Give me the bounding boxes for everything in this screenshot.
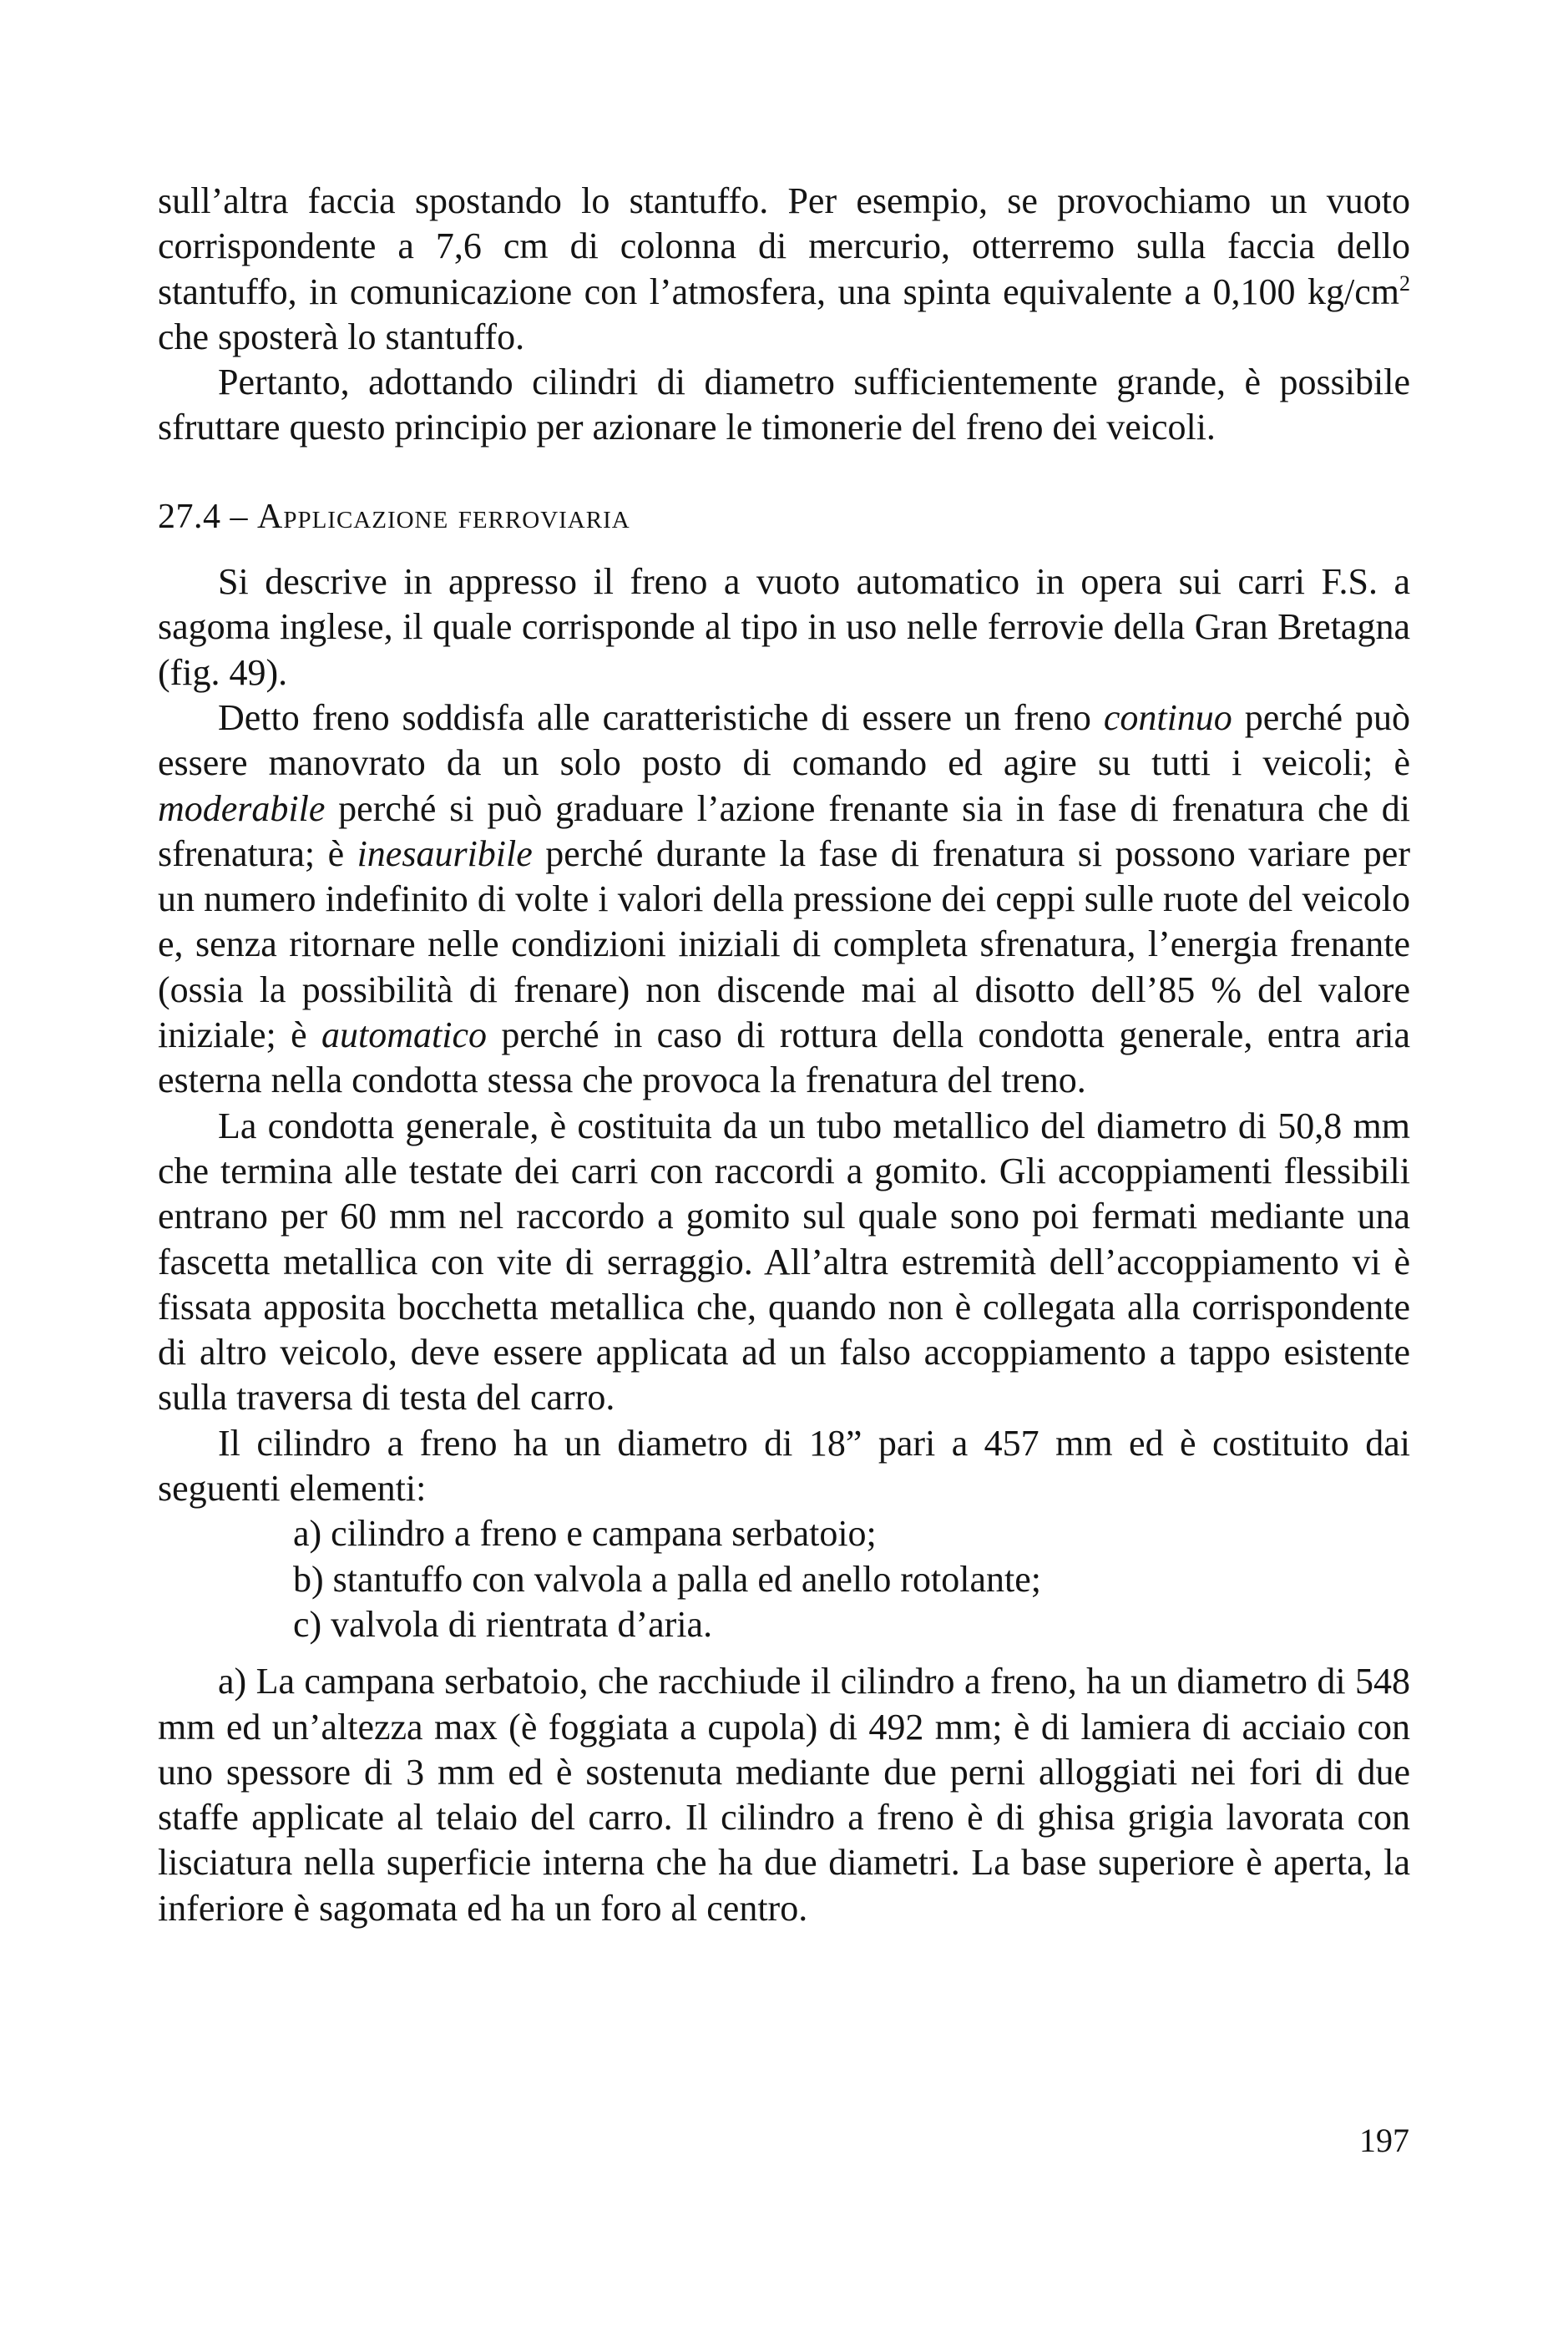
paragraph-text: che sposterà lo stantuffo.	[158, 316, 525, 357]
paragraph-reservoir: a) La campana serbatoio, che racchiude il cilindro a freno, ha un diametro di 548 mm ed un’altezza max (è foggiata a cupola) di 492 mm; è di lamiera di acciaio con uno spessore di 3 mm ed è sostenuta mediante due perni alloggiati nei fori di due staffe applicate al telaio del carro. Il cilindro a freno è di ghisa grigia lavorata con lisciatura nella superficie interna che ha due diametri. La base superiore è aperta, la inferiore è sagomata ed ha un foro al centro.	[158, 1661, 1410, 1929]
paragraph-vacuum-example	[158, 179, 1410, 360]
italic-term: continuo	[1103, 696, 1232, 738]
page-number: 197	[1359, 2122, 1409, 2159]
italic-term: inesauribile	[357, 832, 533, 874]
paragraph-text: perché può essere manovrato da un solo posto di comando ed agire su tutti i veicoli; è	[158, 696, 1410, 784]
elements-list	[158, 1511, 1410, 1647]
list-item: b) stantuffo con valvola a palla ed anello rotolante;	[293, 1558, 1041, 1600]
paragraph-text: perché durante la fase di frenatura si possono variare per un numero indefinito di volte i valori della pressione dei ceppi sulle ruote del veicolo e, senza ritornare nelle condizioni iniziali di completa sfrenatura, l’energia frenante (ossia la possibilità di frenare) non discende mai al disotto dell’85 % del valore iniziale; è	[158, 832, 1410, 1056]
paragraph-text: sull’altra faccia spostando lo stantuffo. Per esempio, se provochiamo un vuoto corrispondente a 7,6 cm di colonna di mercurio, otterremo sulla faccia dello stantuffo, in comunicazione con l’atmosfera, una spinta equivalente a 0,100 kg/cm	[158, 180, 1410, 312]
list-item: a) cilindro a freno e campana serbatoio;	[293, 1513, 877, 1555]
italic-term: moderabile	[158, 787, 326, 829]
italic-term: automatico	[321, 1014, 488, 1056]
list-item: c) valvola di rientrata d’aria.	[293, 1603, 713, 1645]
paragraph-text: perché in caso di rottura della condotta generale, entra aria esterna nella condotta stessa che provoca la frenatura del treno.	[158, 1014, 1410, 1101]
paragraph-text: Detto freno soddisfa alle caratteristiche di essere un freno	[218, 696, 1104, 738]
superscript: 2	[1399, 271, 1410, 296]
paragraph-characteristics	[158, 696, 1410, 1104]
section-heading	[158, 494, 1410, 539]
paragraph-text: perché si può graduare l’azione frenante sia in fase di frenatura che di sfrenatura; è	[158, 787, 1410, 874]
section-number: 27.4 –	[158, 497, 257, 536]
page-body	[158, 179, 1410, 1931]
section-title: Applicazione ferroviaria	[257, 497, 630, 536]
paragraph-description: Si descrive in appresso il freno a vuoto automatico in opera sui carri F.S. a sagoma inglese, il quale corrisponde al tipo in uso nelle ferrovie della Gran Bretagna (fig. 49).	[158, 561, 1410, 693]
paragraph-brake-cylinder: Il cilindro a freno ha un diametro di 18” pari a 457 mm ed è costituito dai seguenti elementi:	[158, 1422, 1410, 1510]
paragraph-main-pipe: La condotta generale, è costituita da un tubo metallico del diametro di 50,8 mm che termina alle testate dei carri con raccordi a gomito. Gli accoppiamenti flessibili entrano per 60 mm nel raccordo a gomito sul quale sono poi fermati mediante una fascetta metallica con vite di serraggio. All’altra estremità dell’accoppiamento vi è fissata apposita bocchetta metallica che, quando non è collegata alla corrispondente di altro veicolo, deve essere applicata ad un falso accoppiamento a tappo esistente sulla traversa di testa del carro.	[158, 1105, 1410, 1419]
paragraph-principle: Pertanto, adottando cilindri di diametro sufficientemente grande, è possibile sfruttare questo principio per azionare le timonerie del freno dei veicoli.	[158, 362, 1410, 448]
